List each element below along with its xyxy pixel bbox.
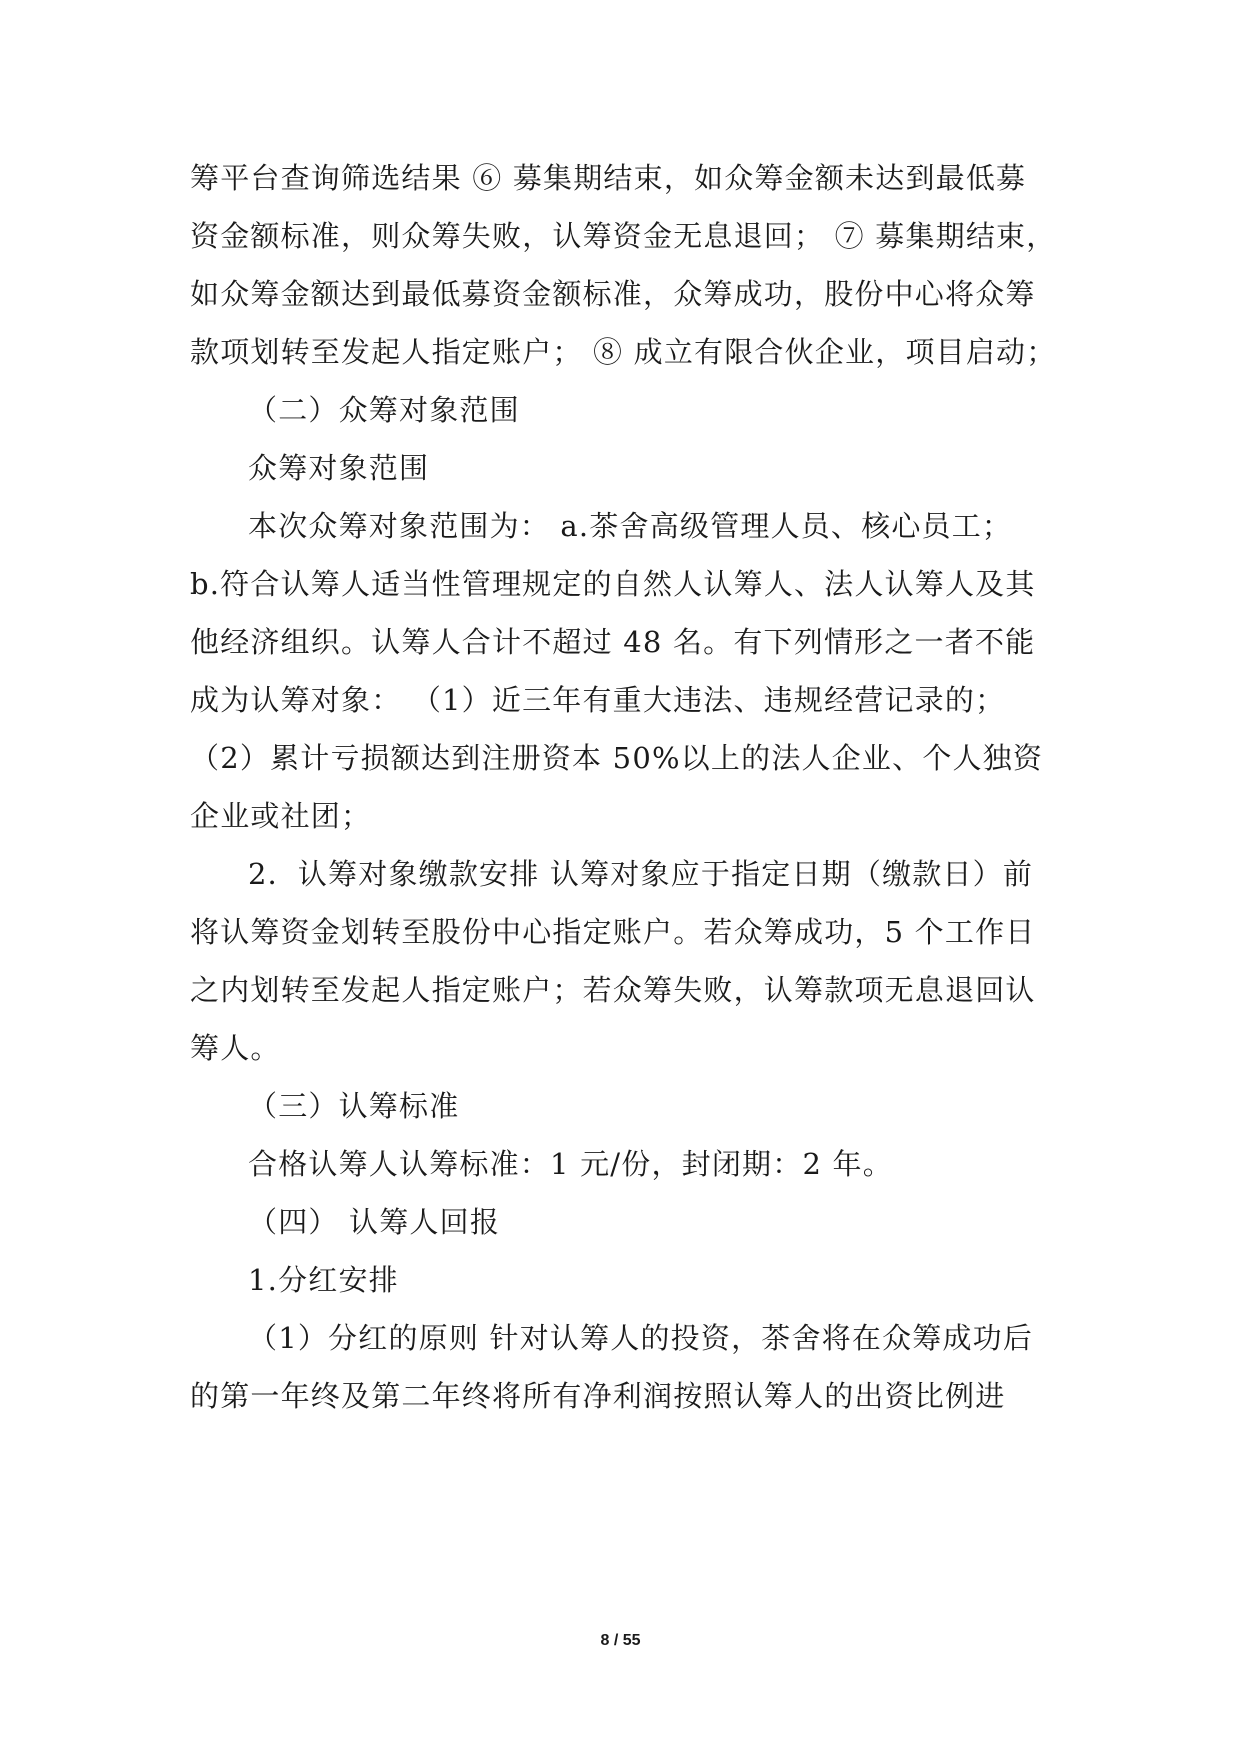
paragraph-line: 企业或社团； <box>190 799 372 833</box>
paragraph-line: 之内划转至发起人指定账户；若众筹失败，认筹款项无息退回认 <box>190 973 1036 1007</box>
paragraph-line: 筹人。 <box>190 1031 281 1065</box>
paragraph-line: 筹平台查询筛选结果 ⑥ 募集期结束，如众筹金额未达到最低募 <box>190 161 1027 195</box>
page-number: 8 / 55 <box>600 1632 641 1649</box>
paragraph-line: 成为认筹对象： （1）近三年有重大违法、违规经营记录的； <box>190 683 1006 717</box>
section-heading: （四） 认筹人回报 <box>248 1205 501 1239</box>
paragraph-line: （1）分红的原则 针对认筹人的投资，茶舍将在众筹成功后 <box>248 1321 1034 1355</box>
subsection-heading: 众筹对象范围 <box>248 451 430 485</box>
paragraph-line: 资金额标准，则众筹失败，认筹资金无息退回； ⑦ 募集期结束， <box>190 219 1057 253</box>
paragraph-line: （2）累计亏损额达到注册资本 50%以上的法人企业、个人独资 <box>190 741 1044 775</box>
paragraph-line: 2．认筹对象缴款安排 认筹对象应于指定日期（缴款日）前 <box>248 857 1034 891</box>
paragraph-line: 将认筹资金划转至股份中心指定账户。若众筹成功，5 个工作日 <box>190 915 1036 949</box>
paragraph-line: 的第一年终及第二年终将所有净利润按照认筹人的出资比例进 <box>190 1379 1006 1413</box>
subsection-heading: 1.分红安排 <box>248 1263 399 1297</box>
paragraph-line: 他经济组织。认筹人合计不超过 48 名。有下列情形之一者不能 <box>190 625 1036 659</box>
paragraph-line: 如众筹金额达到最低募资金额标准，众筹成功，股份中心将众筹 <box>190 277 1036 311</box>
section-heading: （三）认筹标准 <box>248 1089 460 1123</box>
section-heading: （二）众筹对象范围 <box>248 393 520 427</box>
paragraph-line: 款项划转至发起人指定账户； ⑧ 成立有限合伙企业，项目启动； <box>190 335 1057 369</box>
paragraph-line: 本次众筹对象范围为： a.茶舍高级管理人员、核心员工； <box>248 509 1013 543</box>
paragraph-line: 合格认筹人认筹标准：1 元/份，封闭期：2 年。 <box>248 1147 893 1181</box>
paragraph-line: b.符合认筹人适当性管理规定的自然人认筹人、法人认筹人及其 <box>190 567 1036 601</box>
